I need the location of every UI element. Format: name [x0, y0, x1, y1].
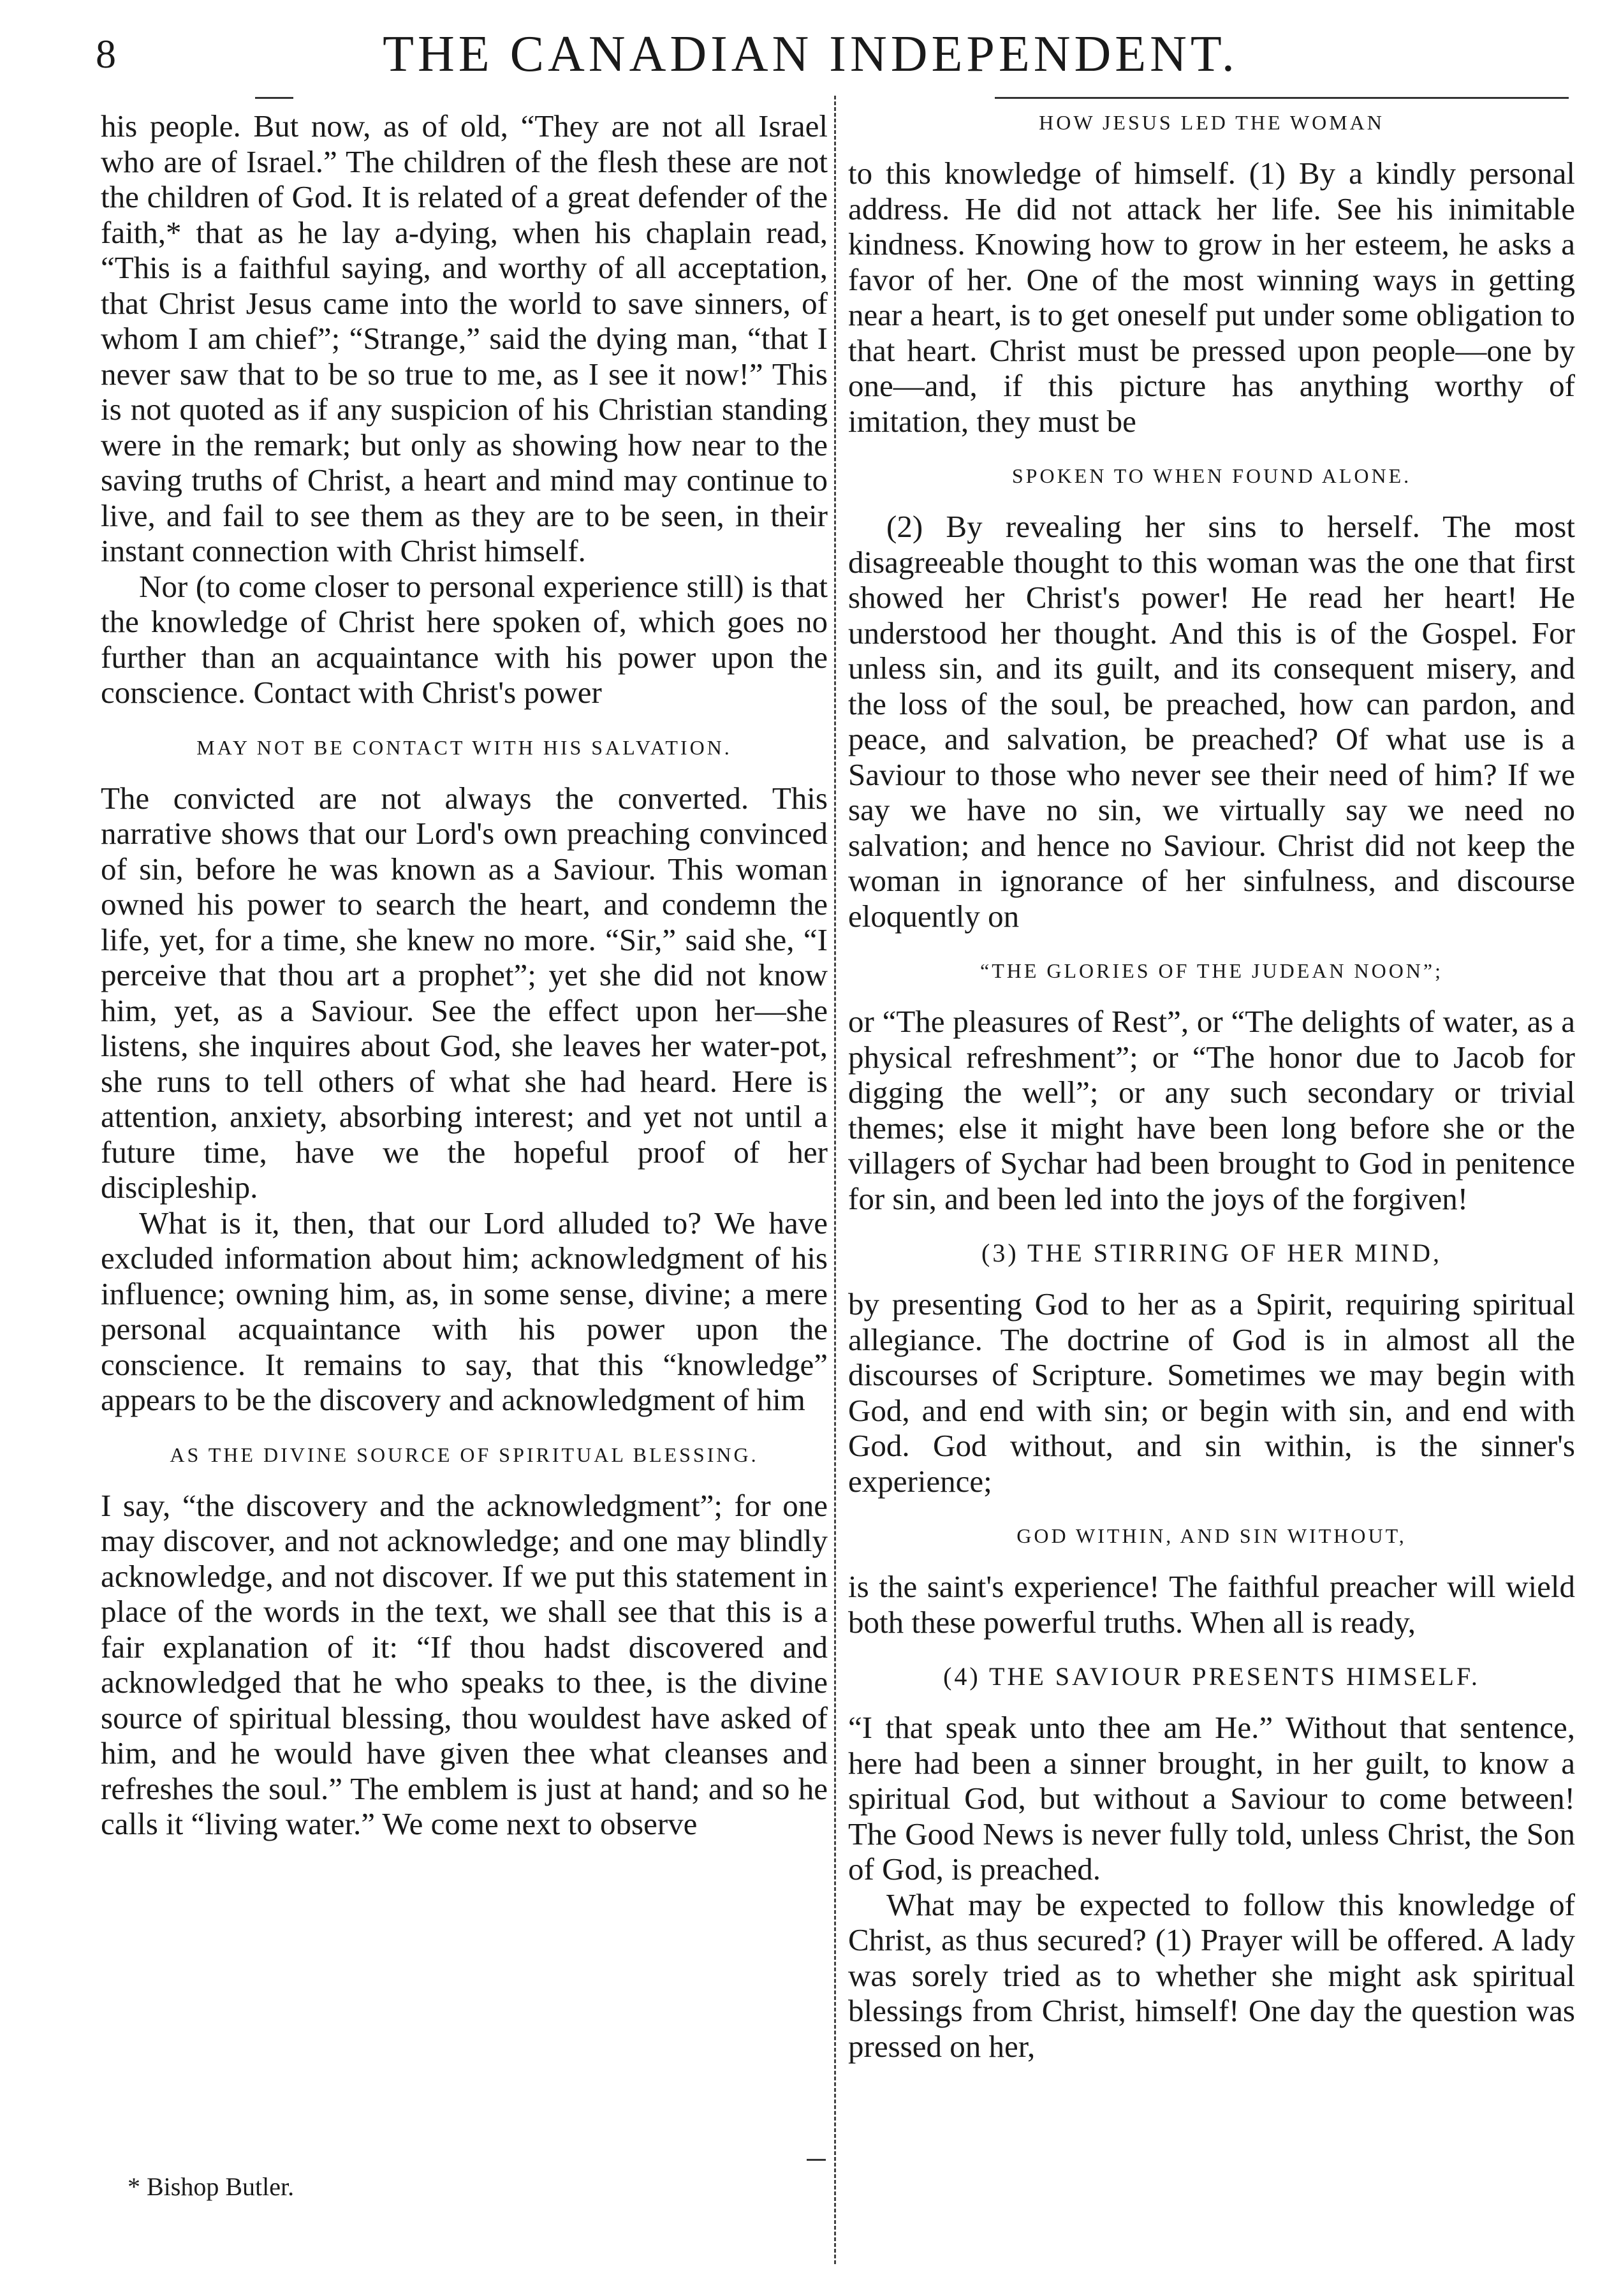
page-header: [0, 0, 1621, 96]
section-heading: GOD WITHIN, AND SIN WITHOUT,: [1016, 1524, 1407, 1547]
paragraph: (2) By revealing her sins to herself. The most disagreeable thought to this woman was the one that first showed her Christ's power! He read her heart! He understood her thought. And this is of the Gospel. For unless sin, and its guilt, and its consequent misery, and the loss of the soul, be preached, how can pardon, and peace, and salvation, be preached? Of what use is a Saviour to those who never see their need of him? If we say we have no sin, we virtually say we need no salvation; and hence no Saviour. Christ did not keep the woman in ignorance of her sinfulness, and discourse eloquently on: [848, 509, 1575, 934]
right-column: [848, 108, 1575, 2064]
paragraph: The convicted are not always the converted. This narrative shows that our Lord's own preaching convinced of sin, before he was known as a Saviour. This woman owned his power to search the heart, and condemn the life, yet, for a time, she knew no more. “Sir,” said she, “I perceive that thou art a prophet”; yet she did not know him, yet, as a Saviour. See the effect upon her—she listens, she inquires about God, she leaves her water-pot, she runs to tell others of what she had heard. Here is attention, anxiety, absorbing interest; and yet not until a future time, have we the hopeful proof of her discipleship.: [101, 780, 828, 1205]
paragraph: or “The pleasures of Rest”, or “The delights of water, as a physical refreshment”; or “The honor due to Jacob for digging the well”; or any such secondary or trivial themes; else it might have been long before she or the villagers of Sychar had been brought to God in penitence for sin, and been led into the joys of the forgiven!: [848, 1004, 1575, 1216]
paragraph: by presenting God to her as a Spirit, requiring spiritual allegiance. The doctrine of God is in almost all the discourses of Scripture. Sometimes we may begin with God, and end with sin; or begin with sin, and end with God. God without, and sin within, is the sinner's experience;: [848, 1286, 1575, 1499]
paragraph: Nor (to come closer to personal experience still) is that the knowledge of Christ here spoken of, which goes no further than an acquaintance with his power upon the conscience. Contact with Christ's power: [101, 568, 828, 710]
section-heading: (3) THE STIRRING OF HER MIND,: [981, 1239, 1442, 1267]
section-heading: (4) THE SAVIOUR PRESENTS HIMSELF.: [943, 1662, 1480, 1691]
header-rule-right: [995, 97, 1569, 99]
section-heading: AS THE DIVINE SOURCE OF SPIRITUAL BLESSING.: [170, 1443, 759, 1466]
footnote-rule: [807, 2159, 826, 2161]
left-column: [101, 108, 828, 1842]
paragraph: What is it, then, that our Lord alluded to? We have excluded information about him; acknowledgment of his influence; owning him, as, in some sense, divine; a mere personal acquaintance with his power upon the conscience. It remains to say, that this “knowledge” appears to be the discovery and acknowledgment of him: [101, 1205, 828, 1417]
paragraph: “I that speak unto thee am He.” Without that sentence, here had been a sinner brought, in her guilt, to know a spiritual God, but without a Saviour to come between! The Good News is never fully told, unless Christ, the Son of God, is preached.: [848, 1710, 1575, 1887]
section-heading: SPOKEN TO WHEN FOUND ALONE.: [1011, 464, 1412, 487]
header-rule-left: [255, 97, 293, 99]
footnote: * Bishop Butler.: [128, 2172, 295, 2201]
section-heading: MAY NOT BE CONTACT WITH HIS SALVATION.: [196, 735, 732, 759]
section-heading: “THE GLORIES OF THE JUDEAN NOON”;: [979, 959, 1443, 982]
paragraph: I say, “the discovery and the acknowledgment”; for one may discover, and not acknowledge; and one may blindly acknowledge, and not discover. If we put this statement in place of the words in the text, we shall see that this is a fair explanation of it: “If thou hadst discovered and acknowledged that he who speaks to thee, is the divine source of spiritual blessing, thou wouldest have asked of him, and he would have given thee what cleanses and refreshes the soul.” The emblem is just at hand; and so he calls it “living water.” We come next to observe: [101, 1487, 828, 1841]
paragraph: his people. But now, as of old, “They are not all Israel who are of Israel.” The children of the flesh these are not the children of God. It is related of a great defender of the faith,* that as he lay a-dying, when his chaplain read, “This is a faithful saying, and worthy of all acceptation, that Christ Jesus came into the world to save sinners, of whom I am chief”; “Strange,” said the dying man, “that I never saw that to be so true to me, as I see it now!” This is not quoted as if any suspicion of his Christian standing were in the remark; but only as showing how near to the saving truths of Christ, a heart and mind may continue to live, and fail to see them as they are to be seen, in their instant connection with Christ himself.: [101, 108, 828, 568]
paragraph: to this knowledge of himself. (1) By a kindly personal address. He did not attack her life. See his inimitable kindness. Knowing how to grow in her esteem, he asks a favor of her. One of the most winning ways in getting near a heart, is to get oneself put under some obligation to that heart. Christ must be pressed upon people—one by one—and, if this picture has anything worthy of imitation, they must be: [848, 156, 1575, 439]
paragraph: is the saint's experience! The faithful preacher will wield both these powerful truths. When all is ready,: [848, 1569, 1575, 1640]
paragraph: What may be expected to follow this knowledge of Christ, as thus secured? (1) Prayer will be offered. A lady was sorely tried as to whether she might ask spiritual blessings from Christ, himself! One day the question was pressed on her,: [848, 1887, 1575, 2064]
column-divider: [834, 96, 836, 2264]
journal-title: THE CANADIAN INDEPENDENT.: [383, 26, 1238, 82]
section-heading: HOW JESUS LED THE WOMAN: [1039, 111, 1384, 134]
page-number: 8: [96, 31, 116, 77]
